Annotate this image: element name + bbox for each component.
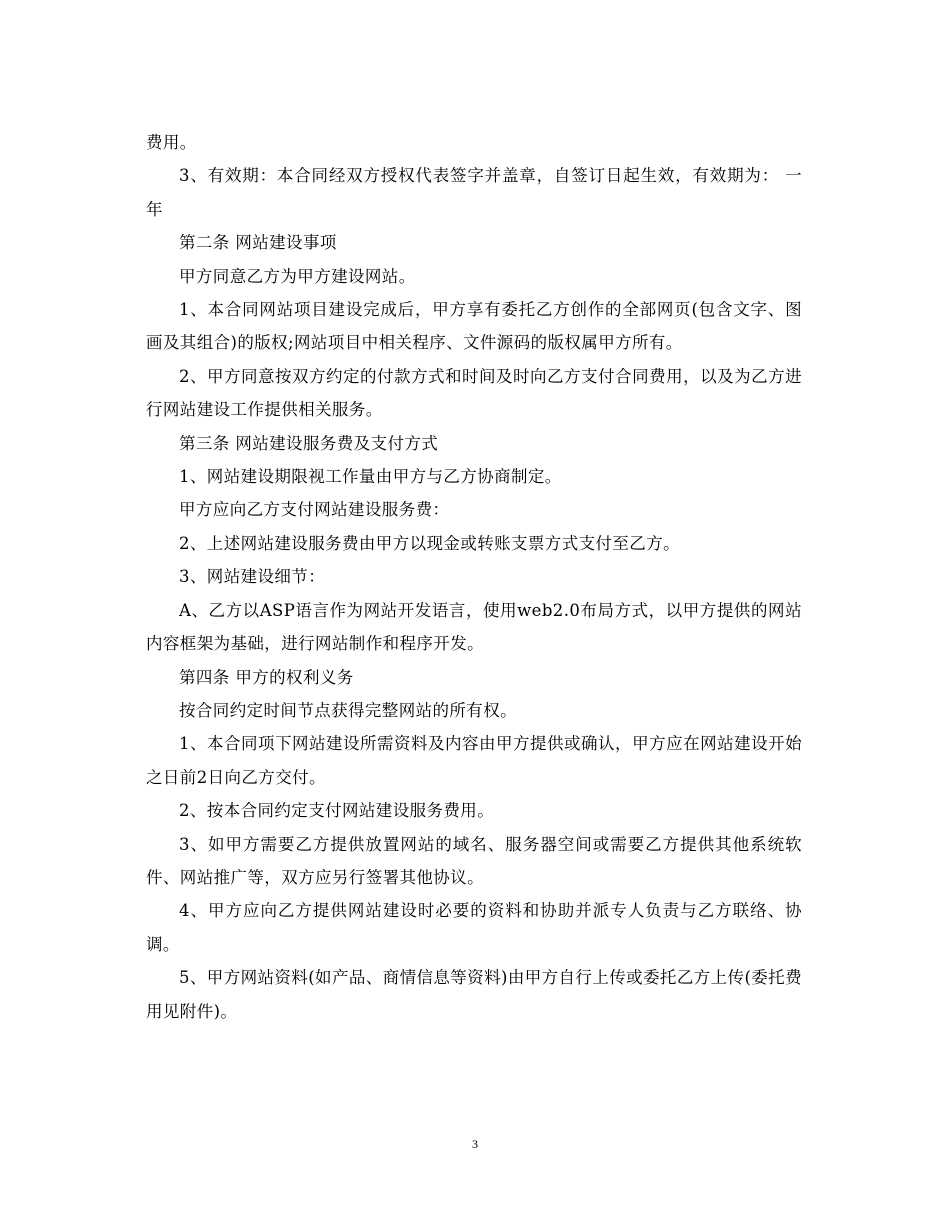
page-number: 3 xyxy=(472,1137,478,1151)
paragraph: 2、上述网站建设服务费由甲方以现金或转账支票方式支付至乙方。 xyxy=(179,533,680,553)
paragraph: 按合同约定时间节点获得完整网站的所有权。 xyxy=(179,700,517,720)
paragraph: 1、网站建设期限视工作量由甲方与乙方协商制定。 xyxy=(179,467,562,487)
document-body xyxy=(146,126,802,1028)
paragraph: 3、有效期：本合同经双方授权代表签字并盖章，自签订日起生效，有效期为： 一年 xyxy=(146,166,802,219)
section-heading: 第四条 甲方的权利义务 xyxy=(179,667,354,687)
paragraph: 4、甲方应向乙方提供网站建设时必要的资料和协助并派专人负责与乙方联络、协调。 xyxy=(146,901,802,954)
paragraph: 甲方应向乙方支付网站建设服务费： xyxy=(179,500,450,520)
paragraph: 2、按本合同约定支付网站建设服务费用。 xyxy=(179,801,495,821)
paragraph: 3、如甲方需要乙方提供放置网站的域名、服务器空间或需要乙方提供其他系统软件、网站推广等，双方应另行签署其他协议。 xyxy=(146,834,802,887)
paragraph: 3、网站建设细节： xyxy=(179,567,326,587)
paragraph: 5、甲方网站资料(如产品、商情信息等资料)由甲方自行上传或委托乙方上传(委托费用见附件)。 xyxy=(146,968,802,1021)
paragraph: 1、本合同项下网站建设所需资料及内容由甲方提供或确认，甲方应在网站建设开始之日前2日向乙方交付。 xyxy=(146,734,802,787)
paragraph: 1、本合同网站项目建设完成后，甲方享有委托乙方创作的全部网页(包含文字、图画及其组合)的版权;网站项目中相关程序、文件源码的版权属甲方所有。 xyxy=(146,300,802,353)
paragraph: 2、甲方同意按双方约定的付款方式和时间及时向乙方支付合同费用，以及为乙方进行网站建设工作提供相关服务。 xyxy=(146,366,802,420)
section-heading: 第二条 网站建设事项 xyxy=(179,233,337,253)
paragraph: 费用。 xyxy=(146,133,197,152)
section-heading: 第三条 网站建设服务费及支付方式 xyxy=(179,433,439,453)
paragraph: 甲方同意乙方为甲方建设网站。 xyxy=(179,266,416,286)
paragraph: A、乙方以ASP语言作为网站开发语言，使用web2.0布局方式，以甲方提供的网站内容框架为基础，进行网站制作和程序开发。 xyxy=(146,600,802,654)
